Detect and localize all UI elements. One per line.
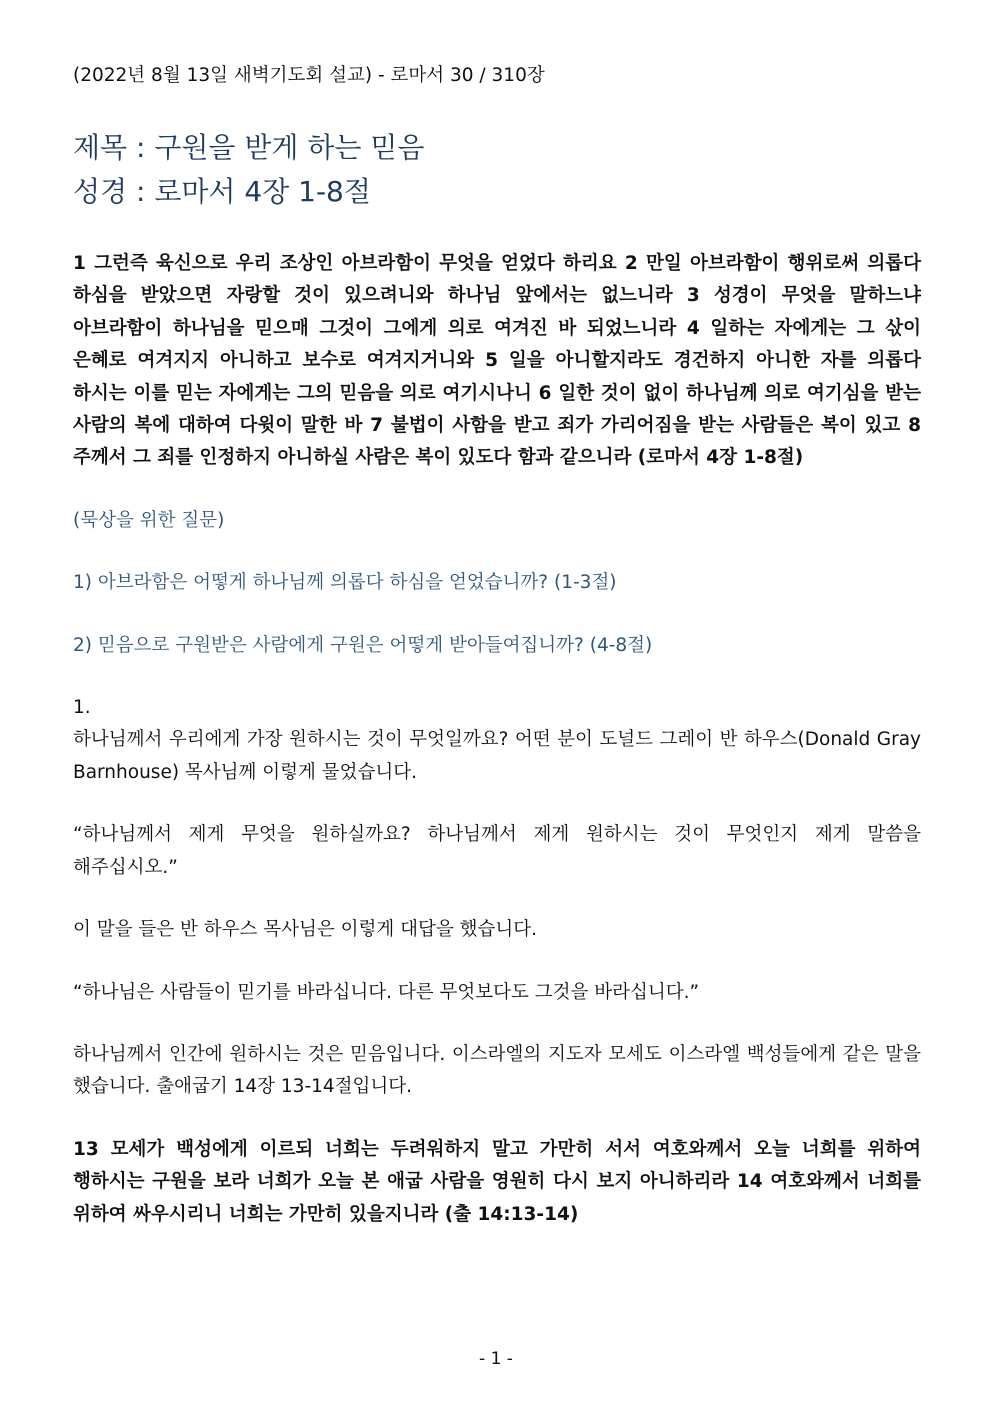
quote-question: “하나님께서 제게 무엇을 원하실까요? 하나님께서 제게 원하시는 것이 무엇인지 제게 말씀을 해주십시오.” bbox=[73, 824, 921, 878]
scripture-reference: 성경 : 로마서 4장 1-8절 bbox=[73, 175, 371, 208]
quote-answer: “하나님은 사람들이 믿기를 바라십니다. 다른 무엇보다도 그것을 바라십니다.” bbox=[73, 981, 700, 1003]
answer-intro: 이 말을 들은 반 하우스 목사님은 이렇게 대답을 했습니다. bbox=[73, 919, 537, 941]
section-number: 1. bbox=[73, 697, 91, 719]
meditation-question-1: 1) 아브라함은 어떻게 하나님께 의롭다 하심을 얻었습니까? (1-3절) bbox=[73, 572, 617, 594]
meditation-question-2: 2) 믿음으로 구원받은 사람에게 구원은 어떻게 받아들여집니까? (4-8절) bbox=[73, 634, 653, 656]
sermon-title: 제목 : 구원을 받게 하는 믿음 bbox=[73, 131, 425, 164]
faith-paragraph: 하나님께서 인간에 원하시는 것은 믿음입니다. 이스라엘의 지도자 모세도 이스라엘 백성들에게 같은 말을 했습니다. 출애굽기 14장 13-14절입니다. bbox=[73, 1043, 921, 1098]
scripture-passage: 1 그런즉 육신으로 우리 조상인 아브라함이 무엇을 얻었다 하리요 2 만일 아브라함이 행위로써 의롭다 하심을 받았으면 자랑할 것이 있으려니와 하나님 앞에서는 없느니라 3 성경이 무엇을 말하느냐 아브라함이 하나님을 믿으매 그것이 그에게 의로 여겨진 바 되었느니라 4 일하는 자에게는 그 삯이 은혜로 여겨지지 아니하고 보수로 여겨지거니와 5 일을 아니할지라도 경건하지 아니한 자를 의롭다 하시는 이를 믿는 자에게는 그의 믿음을 의로 여기시나니 6 일한 것이 없이 하나님께 의로 여기심을 받는 사람의 복에 대하여 다윗이 말한 바 7 불법이 사함을 받고 죄가 가리어짐을 받는 사람들은 복이 있고 8 주께서 그 죄를 인정하지 아니하실 사람은 복이 있도다 함과 같으니라 (로마서 4장 1-8절) bbox=[73, 253, 921, 469]
sermon-meta-line: (2022년 8월 13일 새벽기도회 설교) - 로마서 30 / 310장 bbox=[73, 65, 545, 86]
meditation-heading: (묵상을 위한 질문) bbox=[73, 509, 225, 531]
document-page bbox=[73, 62, 921, 1231]
exodus-passage: 13 모세가 백성에게 이르되 너희는 두려워하지 말고 가만히 서서 여호와께서 오늘 너희를 위하여 행하시는 구원을 보라 너희가 오늘 본 애굽 사람을 영원히 다시 보지 아니하리라 14 여호와께서 너희를 위하여 싸우시리니 너희는 가만히 있을지니라 (출 14:13-14) bbox=[73, 1138, 921, 1225]
title-block bbox=[73, 126, 921, 214]
page-number: - 1 - bbox=[479, 1349, 513, 1369]
section-intro-paragraph: 하나님께서 우리에게 가장 원하시는 것이 무엇일까요? 어떤 분이 도널드 그레이 반 하우스(Donald Gray Barnhouse) 목사님께 이렇게 물었습니다. bbox=[73, 729, 921, 783]
